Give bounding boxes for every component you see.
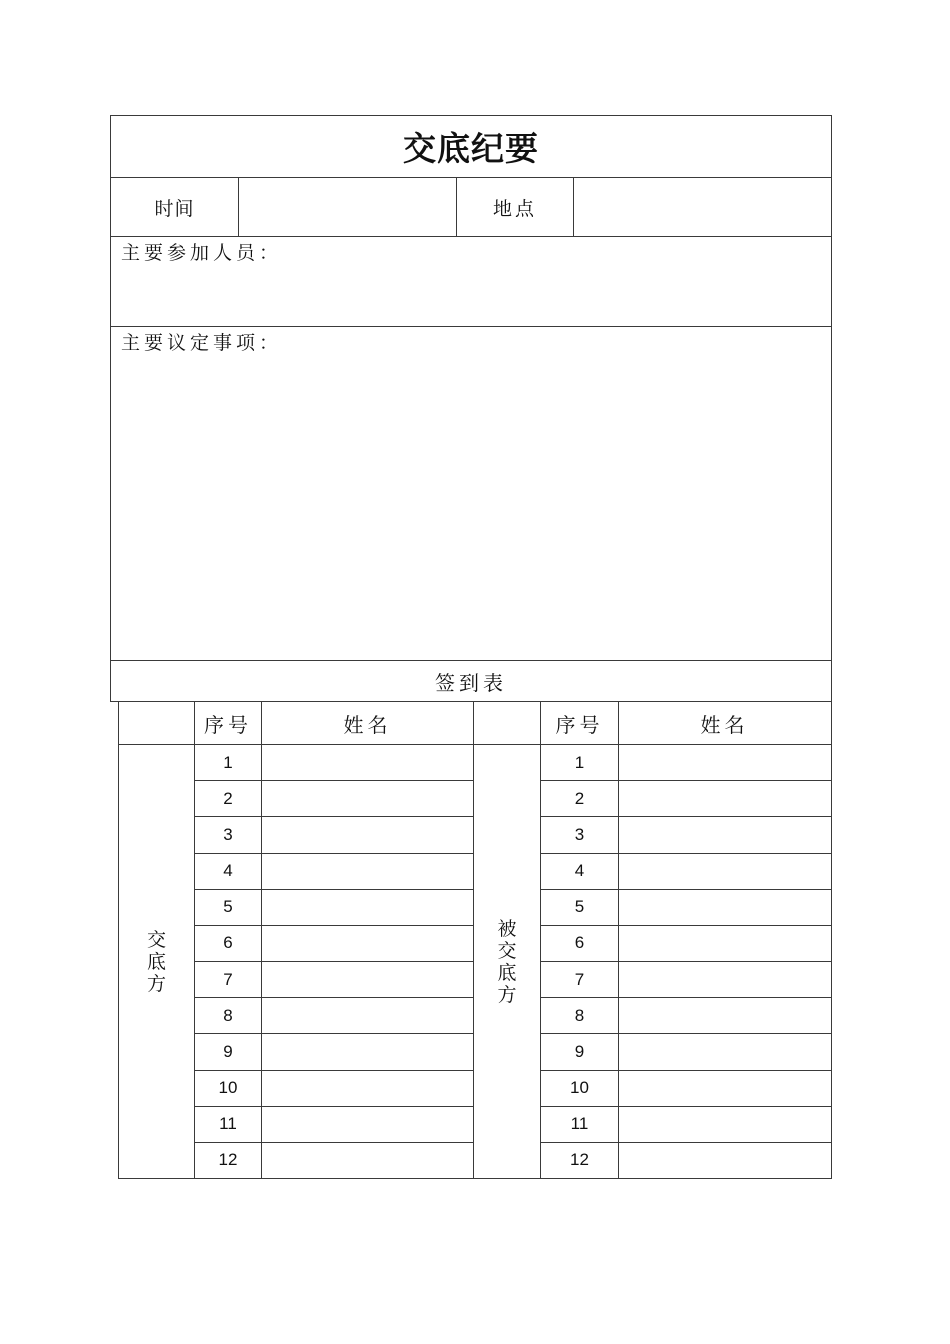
left-name-cell[interactable] (262, 1034, 473, 1069)
left-seq-cell: 12 (218, 1150, 238, 1170)
right-seq-cell: 9 (574, 1041, 585, 1061)
right-seq-cell: 5 (574, 897, 585, 917)
document-title: 交底纪要 (403, 129, 539, 168)
left-seq-cell: 11 (219, 1114, 237, 1134)
right-name-cell[interactable] (619, 962, 830, 997)
left-name-cell[interactable] (262, 962, 473, 997)
right-seq-cell: 4 (574, 861, 585, 881)
left-seq-cell: 10 (218, 1078, 238, 1098)
right-seq-cell: 2 (574, 788, 585, 808)
left-seq-cell: 6 (223, 933, 233, 953)
right-name-cell[interactable] (619, 1143, 830, 1178)
left-name-cell[interactable] (262, 817, 473, 852)
decisions-field[interactable] (121, 356, 821, 656)
right-col-name-header: 姓名 (700, 712, 749, 737)
left-name-cell[interactable] (262, 781, 473, 816)
right-name-cell[interactable] (619, 1034, 830, 1069)
right-seq-cell: 8 (574, 1005, 585, 1025)
participants-field[interactable] (121, 264, 821, 324)
right-name-cell[interactable] (619, 998, 830, 1033)
right-seq-cell: 1 (574, 752, 585, 772)
right-name-cell[interactable] (619, 745, 830, 780)
right-name-cell[interactable] (619, 854, 830, 889)
right-seq-cell: 7 (574, 969, 585, 989)
place-label: 地点 (492, 197, 537, 220)
left-seq-cell: 2 (223, 788, 233, 808)
signin-title: 签到表 (435, 670, 507, 695)
right-seq-cell: 3 (574, 824, 585, 844)
right-group-cell (474, 745, 540, 1178)
left-group-cell (119, 745, 194, 1178)
signin-border-bottom (118, 1178, 832, 1179)
left-seq-cell: 4 (223, 861, 233, 881)
left-name-cell[interactable] (262, 1107, 473, 1142)
left-seq-cell: 9 (223, 1041, 233, 1061)
border-time-row-bottom (110, 236, 832, 237)
right-seq-cell: 11 (570, 1114, 589, 1134)
left-seq-cell: 3 (223, 824, 233, 844)
border-participants-bottom (110, 326, 832, 327)
right-group-label: 被交底方 (497, 917, 517, 1006)
right-name-cell[interactable] (619, 817, 830, 852)
left-seq-cell: 7 (223, 969, 233, 989)
left-group-label: 交底方 (146, 928, 166, 995)
border-right (831, 115, 832, 702)
right-name-cell[interactable] (619, 1071, 830, 1106)
right-col-seq-header: 序号 (555, 712, 604, 737)
right-seq-cell: 6 (574, 933, 585, 953)
left-name-cell[interactable] (262, 1143, 473, 1178)
signin-border-right (831, 701, 832, 1179)
right-name-cell[interactable] (619, 1107, 830, 1142)
left-name-cell[interactable] (262, 854, 473, 889)
right-name-cell[interactable] (619, 890, 830, 925)
left-name-cell[interactable] (262, 1071, 473, 1106)
right-name-cell[interactable] (619, 781, 830, 816)
participants-label: 主要参加人员： (121, 242, 283, 264)
left-name-cell[interactable] (262, 745, 473, 780)
left-seq-cell: 8 (223, 1005, 233, 1025)
place-field[interactable] (574, 178, 831, 236)
right-name-cell[interactable] (619, 926, 830, 961)
time-label: 时间 (154, 197, 195, 220)
left-name-cell[interactable] (262, 998, 473, 1033)
left-seq-cell: 5 (223, 897, 233, 917)
left-name-cell[interactable] (262, 926, 473, 961)
time-field[interactable] (239, 178, 456, 236)
right-seq-cell: 12 (570, 1150, 589, 1170)
right-seq-cell: 10 (570, 1078, 589, 1098)
left-col-seq-header: 序号 (204, 712, 252, 737)
left-col-name-header: 姓名 (343, 712, 392, 737)
left-name-cell[interactable] (262, 890, 473, 925)
left-seq-cell: 1 (223, 752, 233, 772)
decisions-label: 主要议定事项： (121, 332, 283, 354)
